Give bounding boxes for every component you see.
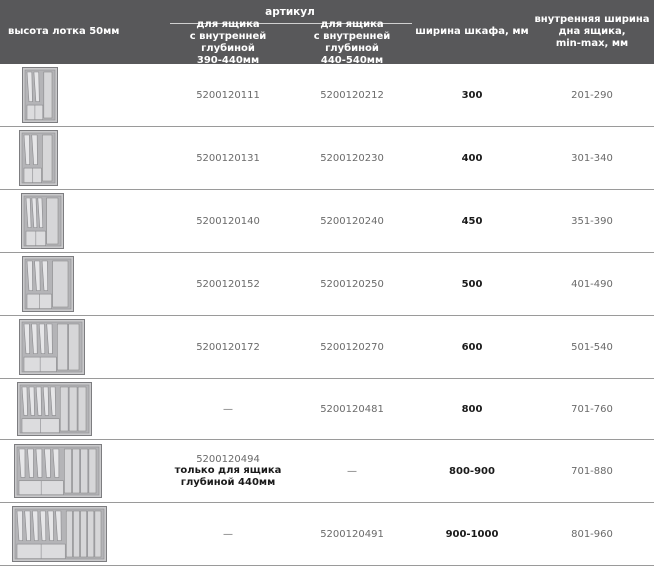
header-article-depth-440-540 (290, 19, 414, 66)
article-390-440: — (223, 403, 233, 415)
article-note-line: глубиной 440мм (180, 476, 276, 488)
header-article-depth-390-440 (166, 19, 290, 66)
article-390-440: 5200120140 (196, 215, 260, 227)
cabinet-width: 500 (461, 278, 483, 290)
tray-image-cell (0, 316, 166, 378)
tray-image-cell (0, 379, 166, 439)
tray-800-icon (17, 382, 92, 436)
table-row (0, 316, 654, 379)
inner-width-range: 701-880 (571, 465, 613, 477)
article-390-440: 5200120131 (196, 152, 260, 164)
article-440-540: 5200120240 (320, 215, 384, 227)
tray-600-icon (19, 319, 85, 375)
article-440-540: 5200120230 (320, 152, 384, 164)
article-440-540: — (347, 465, 357, 477)
tray-image-cell (0, 503, 166, 565)
table-row (0, 440, 654, 503)
header-inner-line: min-max, мм (555, 38, 629, 49)
article-code: 5200120494 (196, 453, 260, 465)
tray-image-cell (0, 190, 166, 252)
article-440-540: 5200120250 (320, 278, 384, 290)
cabinet-width: 300 (461, 89, 483, 101)
header-sub1-line: с внутренней глубиной (189, 31, 267, 54)
tray-image-cell (0, 127, 166, 189)
tray-image-cell (0, 253, 166, 315)
tray-300-icon (22, 67, 58, 123)
inner-width-range: 301-340 (571, 152, 613, 164)
cabinet-width: 450 (461, 215, 483, 227)
tray-900-1000-icon (12, 506, 107, 562)
header-inner-line: внутренняя ширина (534, 14, 650, 25)
table-row (0, 253, 654, 316)
header-article: артикул (265, 6, 315, 18)
header-sub1-line: 390-440мм (196, 55, 260, 66)
header-inner-line: дна ящика, (558, 26, 626, 37)
table-row (0, 190, 654, 253)
table-row (0, 127, 654, 190)
article-390-440: 5200120111 (196, 89, 260, 101)
article-note-line: только для ящика (174, 464, 282, 476)
table-row (0, 64, 654, 127)
article-440-540: 5200120481 (320, 403, 384, 415)
tray-image-cell (0, 64, 166, 126)
cabinet-width: 800-900 (449, 465, 495, 477)
tray-500-icon (22, 256, 74, 312)
article-390-440: 5200120172 (196, 341, 260, 353)
article-390-440: 5200120152 (196, 278, 260, 290)
article-440-540: 5200120270 (320, 341, 384, 353)
table-row (0, 379, 654, 440)
header-cabinet-width: ширина шкафа, мм (415, 26, 529, 37)
article-390-440: — (223, 528, 233, 540)
header-sub2-line: 440-540мм (320, 55, 384, 66)
tray-400-icon (19, 130, 58, 186)
article-390-440 (166, 440, 290, 502)
article-440-540: 5200120212 (320, 89, 384, 101)
cabinet-width: 800 (461, 403, 483, 415)
inner-width-range: 351-390 (571, 215, 613, 227)
cabinet-width: 600 (461, 341, 483, 353)
article-440-540: 5200120491 (320, 528, 384, 540)
header-tray-height: высота лотка 50мм (8, 26, 120, 37)
tray-450-icon (21, 193, 64, 249)
cabinet-width: 900-1000 (445, 528, 499, 540)
header-sub2-line: с внутренней глубиной (313, 31, 391, 54)
table-header (0, 0, 654, 64)
inner-width-range: 201-290 (571, 89, 613, 101)
header-sub1-line: для ящика (196, 19, 260, 30)
inner-width-range: 801-960 (571, 528, 613, 540)
table-row (0, 503, 654, 566)
inner-width-range: 401-490 (571, 278, 613, 290)
inner-width-range: 501-540 (571, 341, 613, 353)
tray-800-900-icon (14, 444, 102, 498)
inner-width-range: 701-760 (571, 403, 613, 415)
header-inner-width (530, 0, 654, 64)
cabinet-width: 400 (461, 152, 483, 164)
tray-image-cell (0, 440, 166, 502)
header-sub2-line: для ящика (320, 19, 384, 30)
